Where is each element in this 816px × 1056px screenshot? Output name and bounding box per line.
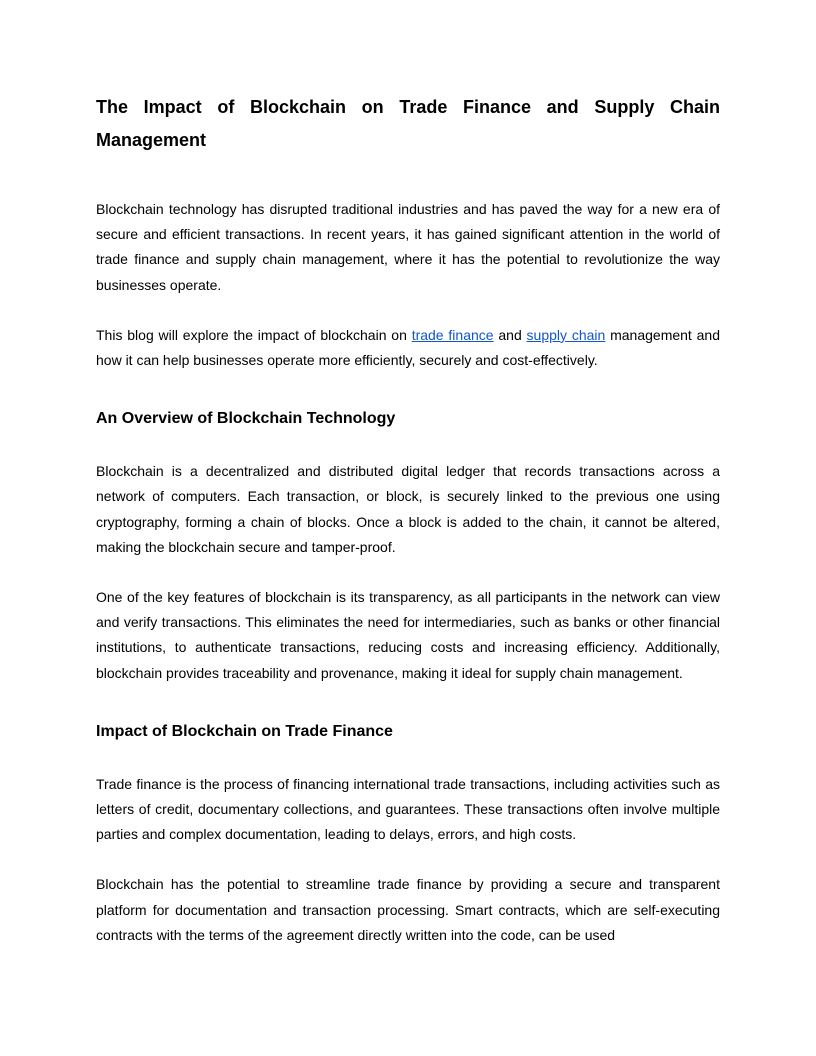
intro-paragraph-1: Blockchain technology has disrupted traditional industries and has paved the way for a new era of secure and efficient transactions. In recent years, it has gained significant attention in the world of trade finance and supply chain management, where it has the potential to revolutionize the way businesses operate.: [96, 201, 720, 293]
overview-paragraph-2: One of the key features of blockchain is its transparency, as all participants in the network can view and verify transactions. This eliminates the need for intermediaries, such as banks or other financial institutions, to authenticate transactions, reducing costs and increasing efficiency. Additionally, blockchain provides traceability and provenance, making it ideal for supply chain management.: [96, 589, 720, 681]
overview-paragraph-1: Blockchain is a decentralized and distributed digital ledger that records transactions across a network of computers. Each transaction, or block, is securely linked to the previous one using cryptography, forming a chain of blocks. Once a block is added to the chain, it cannot be altered, making the blockchain secure and tamper-proof.: [96, 463, 720, 555]
intro-paragraph-2: [96, 323, 720, 373]
intro-text-after: management and how it can help businesses operate more efficiently, securely and cost-effectively.: [96, 326, 720, 369]
trade-finance-paragraph-1: Trade finance is the process of financing international trade transactions, including activities such as letters of credit, documentary collections, and guarantees. These transactions often involve multiple parties and complex documentation, leading to delays, errors, and high costs.: [96, 775, 720, 843]
document-page: [96, 90, 720, 948]
trade-finance-paragraph-2: Blockchain has the potential to streamline trade finance by providing a secure and transparent platform for documentation and transaction processing. Smart contracts, which are self-executing contracts with the terms of the agreement directly written into the code, can be used: [96, 876, 720, 943]
intro-text-mid: and: [493, 326, 527, 343]
supply-chain-link[interactable]: supply chain: [526, 326, 606, 343]
document-title: The Impact of Blockchain on Trade Finance and Supply Chain Management: [96, 97, 720, 150]
trade-finance-link[interactable]: trade finance: [411, 326, 494, 343]
overview-heading: An Overview of Blockchain Technology: [96, 410, 396, 428]
trade-finance-heading: Impact of Blockchain on Trade Finance: [96, 722, 393, 740]
intro-text-before: This blog will explore the impact of blockchain on: [96, 326, 412, 343]
